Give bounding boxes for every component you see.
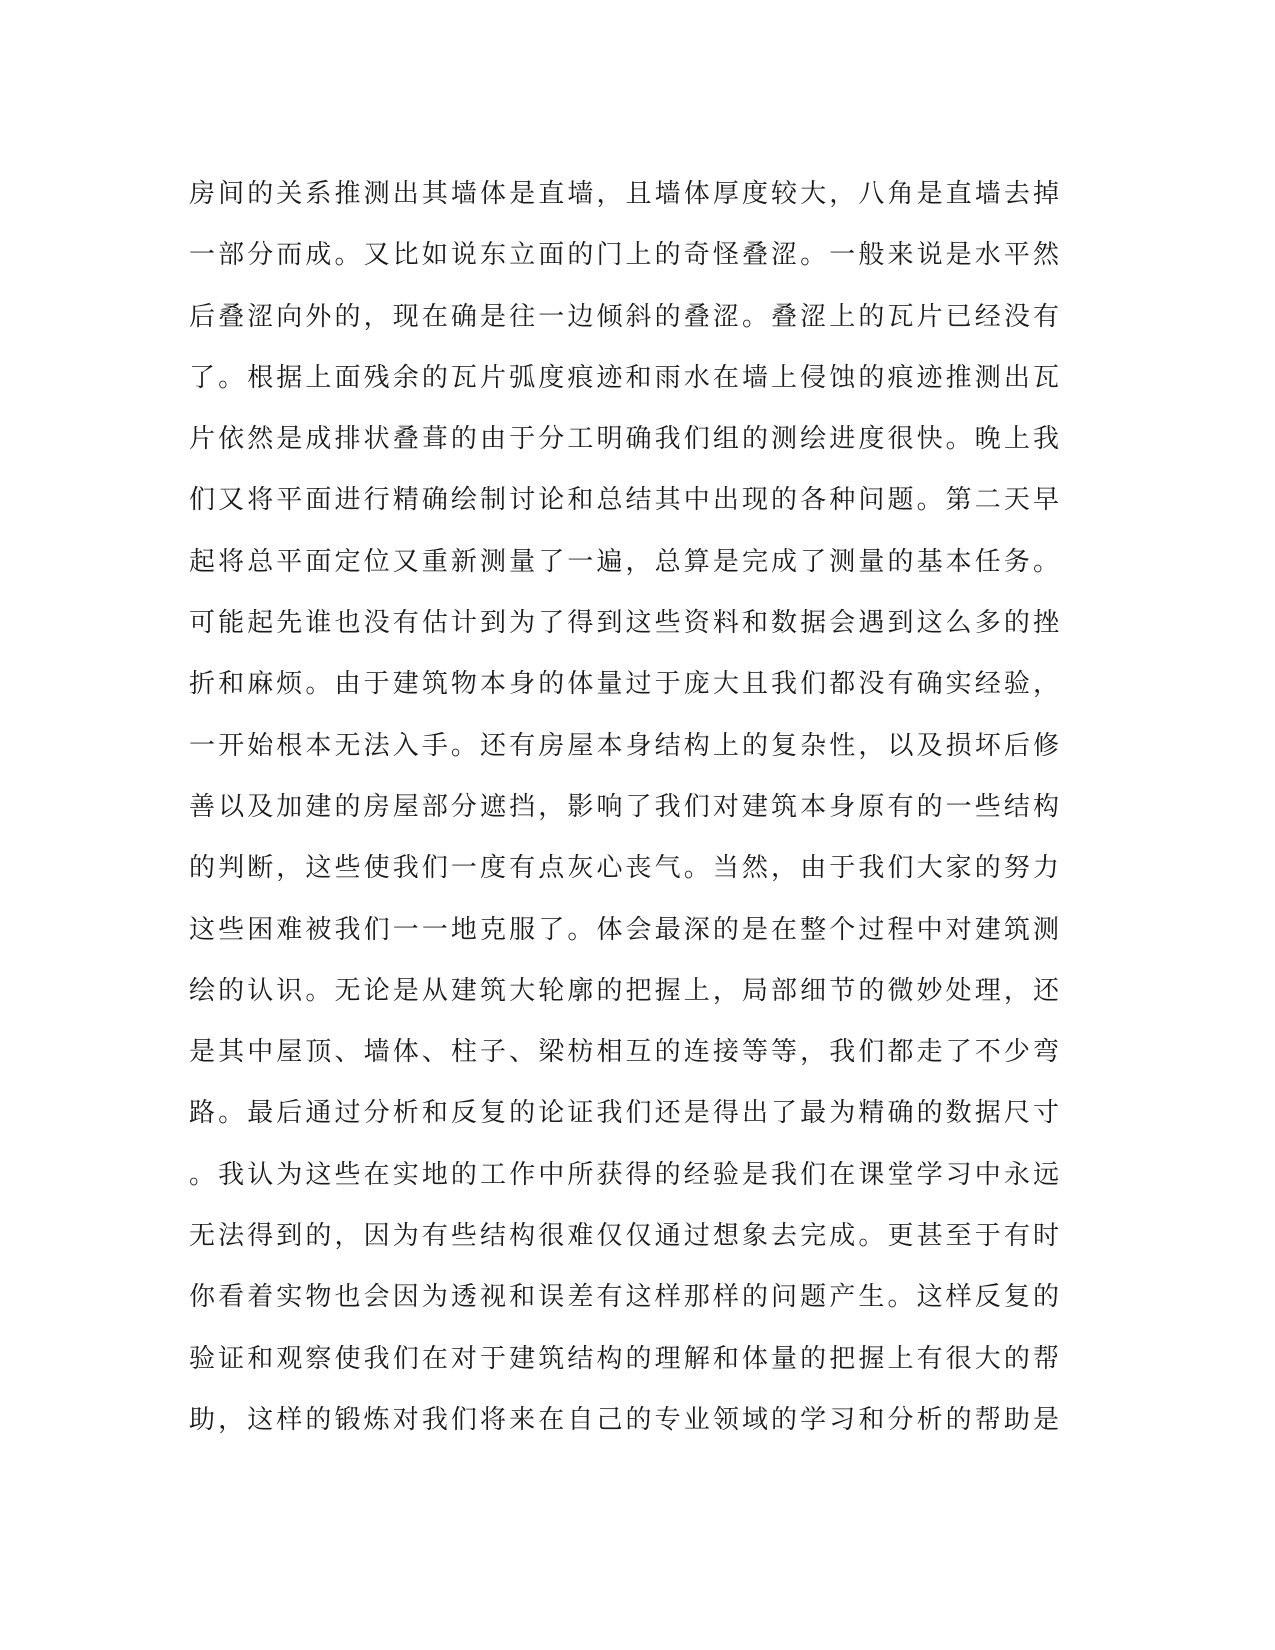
body-text (189, 164, 1059, 1451)
text-line: 一开始根本无法入手。还有房屋本身结构上的复杂性，以及损坏后修 (189, 730, 1059, 761)
text-line: 们又将平面进行精确绘制讨论和总结其中出现的各种问题。第二天早 (189, 485, 1059, 516)
text-line: 路。最后通过分析和反复的论证我们还是得出了最为精确的数据尺寸 (189, 1098, 1059, 1129)
text-line: 一部分而成。又比如说东立面的门上的奇怪叠涩。一般来说是水平然 (189, 240, 1059, 271)
text-line: 无法得到的，因为有些结构很难仅仅通过想象去完成。更甚至于有时 (189, 1221, 1059, 1252)
text-line: 善以及加建的房屋部分遮挡，影响了我们对建筑本身原有的一些结构 (189, 791, 1059, 822)
text-line: 的判断，这些使我们一度有点灰心丧气。当然，由于我们大家的努力 (189, 853, 1059, 884)
text-line: 了。根据上面残余的瓦片弧度痕迹和雨水在墙上侵蚀的痕迹推测出瓦 (189, 362, 1059, 393)
text-line: 这些困难被我们一一地克服了。体会最深的是在整个过程中对建筑测 (189, 914, 1059, 945)
text-line: 你看着实物也会因为透视和误差有这样那样的问题产生。这样反复的 (189, 1282, 1059, 1313)
text-line: 助，这样的锻炼对我们将来在自己的专业领域的学习和分析的帮助是 (189, 1404, 1059, 1435)
text-line: 折和麻烦。由于建筑物本身的体量过于庞大且我们都没有确实经验， (189, 669, 1059, 700)
text-line: 可能起先谁也没有估计到为了得到这些资料和数据会遇到这么多的挫 (189, 608, 1059, 639)
text-line: 验证和观察使我们在对于建筑结构的理解和体量的把握上有很大的帮 (189, 1343, 1059, 1374)
text-line: 起将总平面定位又重新测量了一遍，总算是完成了测量的基本任务。 (189, 546, 1059, 577)
text-line: 是其中屋顶、墙体、柱子、梁枋相互的连接等等，我们都走了不少弯 (189, 1037, 1059, 1068)
text-line: 。我认为这些在实地的工作中所获得的经验是我们在课堂学习中永远 (189, 1159, 1059, 1190)
text-line: 房间的关系推测出其墙体是直墙，且墙体厚度较大，八角是直墙去掉 (189, 179, 1059, 209)
text-line: 片依然是成排状叠葺的由于分工明确我们组的测绘进度很快。晚上我 (189, 424, 1059, 455)
text-line: 后叠涩向外的，现在确是往一边倾斜的叠涩。叠涩上的瓦片已经没有 (189, 301, 1059, 332)
text-line: 绘的认识。无论是从建筑大轮廓的把握上，局部细节的微妙处理，还 (189, 975, 1059, 1006)
